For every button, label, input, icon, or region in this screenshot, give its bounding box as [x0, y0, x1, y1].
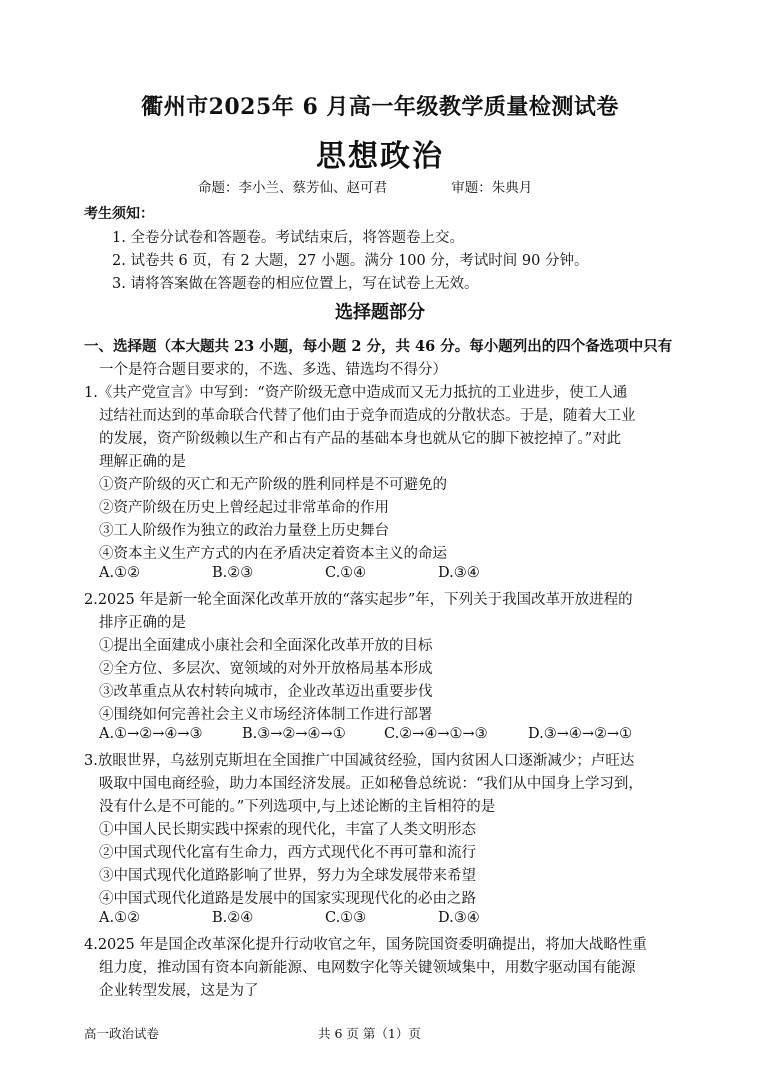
question-3-item: ④中国式现代化道路是发展中的国家实现现代化的必由之路: [99, 891, 476, 907]
option-c: C.①④: [325, 565, 367, 581]
option-a: A.①→②→④→③: [99, 726, 203, 742]
question-3-stem: 没有什么是不可能的。”下列选项中,与上述论断的主旨相符的是: [99, 799, 496, 815]
option-b: B.②③: [212, 565, 254, 581]
reviewer-text: 审题：朱典月: [451, 180, 533, 196]
question-1-stem: 的发展，资产阶级赖以生产和占有产品的基础本身也就从它的脚下被挖掉了。”对此: [99, 431, 622, 447]
notice-item: 1. 全卷分试卷和答题卷。考试结束后，将答题卷上交。: [112, 230, 464, 246]
option-b: B.③→②→④→①: [242, 726, 346, 742]
question-2-item: ①提出全面建成小康社会和全面深化改革开放的目标: [99, 638, 433, 654]
option-c: C.②→④→①→③: [384, 726, 488, 742]
option-d: D.③→④→②→①: [528, 726, 633, 742]
notice-heading: 考生须知：: [84, 206, 154, 222]
question-3-options: [99, 910, 551, 926]
question-1-item: ④资本主义生产方式的内在矛盾决定着资本主义的命运: [99, 546, 447, 562]
notice-item: 3. 请将答案做在答题卷的相应位置上，写在试卷上无效。: [112, 276, 479, 292]
option-d: D.③④: [438, 565, 480, 581]
question-2-item: ③改革重点从农村转向城市，企业改革迈出重要步伐: [99, 684, 433, 700]
question-4-stem: 组力度，推动国有资本向新能源、电网数字化等关键领域集中，用数字驱动国有能源: [99, 960, 636, 976]
question-1-stem: 理解正确的是: [99, 454, 186, 470]
option-a: A.①②: [99, 565, 141, 581]
question-3-item: ①中国人民长期实践中探索的现代化，丰富了人类文明形态: [99, 822, 476, 838]
question-3-stem: 3.放眼世界，乌兹别克斯坦在全国推广中国减贫经验，国内贫困人口逐渐减少；卢旺达: [84, 753, 635, 769]
footer-left: 高一政治试卷: [84, 1026, 160, 1041]
question-1-item: ③工人阶级作为独立的政治力量登上历史舞台: [99, 523, 389, 539]
question-1-stem: 过结社而达到的革命联合代替了他们由于竞争而造成的分散状态。于是，随着大工业: [99, 408, 636, 424]
author-line: [198, 176, 532, 196]
option-b: B.②④: [212, 910, 254, 926]
part-heading-text: 一、选择题（本大题共 23 小题，每小题 2 分，共 46 分。每小题列出的四个备选项中只有: [84, 338, 673, 355]
exam-title: 衢州市2025年 6 月高一年级教学质量检测试卷: [141, 94, 619, 120]
question-4-stem: 4.2025 年是国企改革深化提升行动收官之年，国务院国资委明确提出，将加大战略性重: [84, 937, 647, 953]
notice-item: 2. 试卷共 6 页，有 2 大题，27 小题。满分 100 分，考试时间 90 分钟。: [112, 253, 589, 269]
question-3-item: ②中国式现代化富有生命力，西方式现代化不再可靠和流行: [99, 845, 476, 861]
section-title: 选择题部分: [335, 302, 425, 323]
option-d: D.③④: [438, 910, 480, 926]
question-2-item: ②全方位、多层次、宽领域的对外开放格局基本形成: [99, 661, 433, 677]
question-4-stem: 企业转型发展，这是为了: [99, 983, 259, 999]
subject-title: 思想政治: [316, 139, 444, 174]
question-3-stem: 吸取中国电商经验，助力本国经济发展。正如秘鲁总统说：“我们从中国身上学习到，: [99, 776, 643, 792]
question-1-item: ①资产阶级的灭亡和无产阶级的胜利同样是不可避免的: [99, 477, 447, 493]
authors-text: 命题：李小兰、蔡芳仙、赵可君: [198, 180, 387, 196]
option-a: A.①②: [99, 910, 141, 926]
question-2-options: [99, 726, 632, 742]
question-2-stem: 2.2025 年是新一轮全面深化改革开放的“落实起步”年，下列关于我国改革开放进程的: [84, 592, 633, 608]
option-c: C.①③: [325, 910, 367, 926]
question-1-item: ②资产阶级在历史上曾经起过非常革命的作用: [99, 500, 389, 516]
part-heading: [84, 335, 672, 356]
question-1-options: [99, 565, 551, 581]
question-1-stem: 1.《共产党宣言》中写到：“资产阶级无意中造成而又无力抵抗的工业进步，使工人通: [84, 385, 628, 401]
page-number: 共 6 页 第（1）页: [318, 1026, 421, 1041]
question-2-stem: 排序正确的是: [99, 615, 186, 631]
part-instructions: 一个是符合题目要求的，不选、多选、错选均不得分）: [99, 362, 447, 378]
question-3-item: ③中国式现代化道路影响了世界，努力为全球发展带来希望: [99, 868, 476, 884]
question-2-item: ④围绕如何完善社会主义市场经济体制工作进行部署: [99, 707, 433, 723]
